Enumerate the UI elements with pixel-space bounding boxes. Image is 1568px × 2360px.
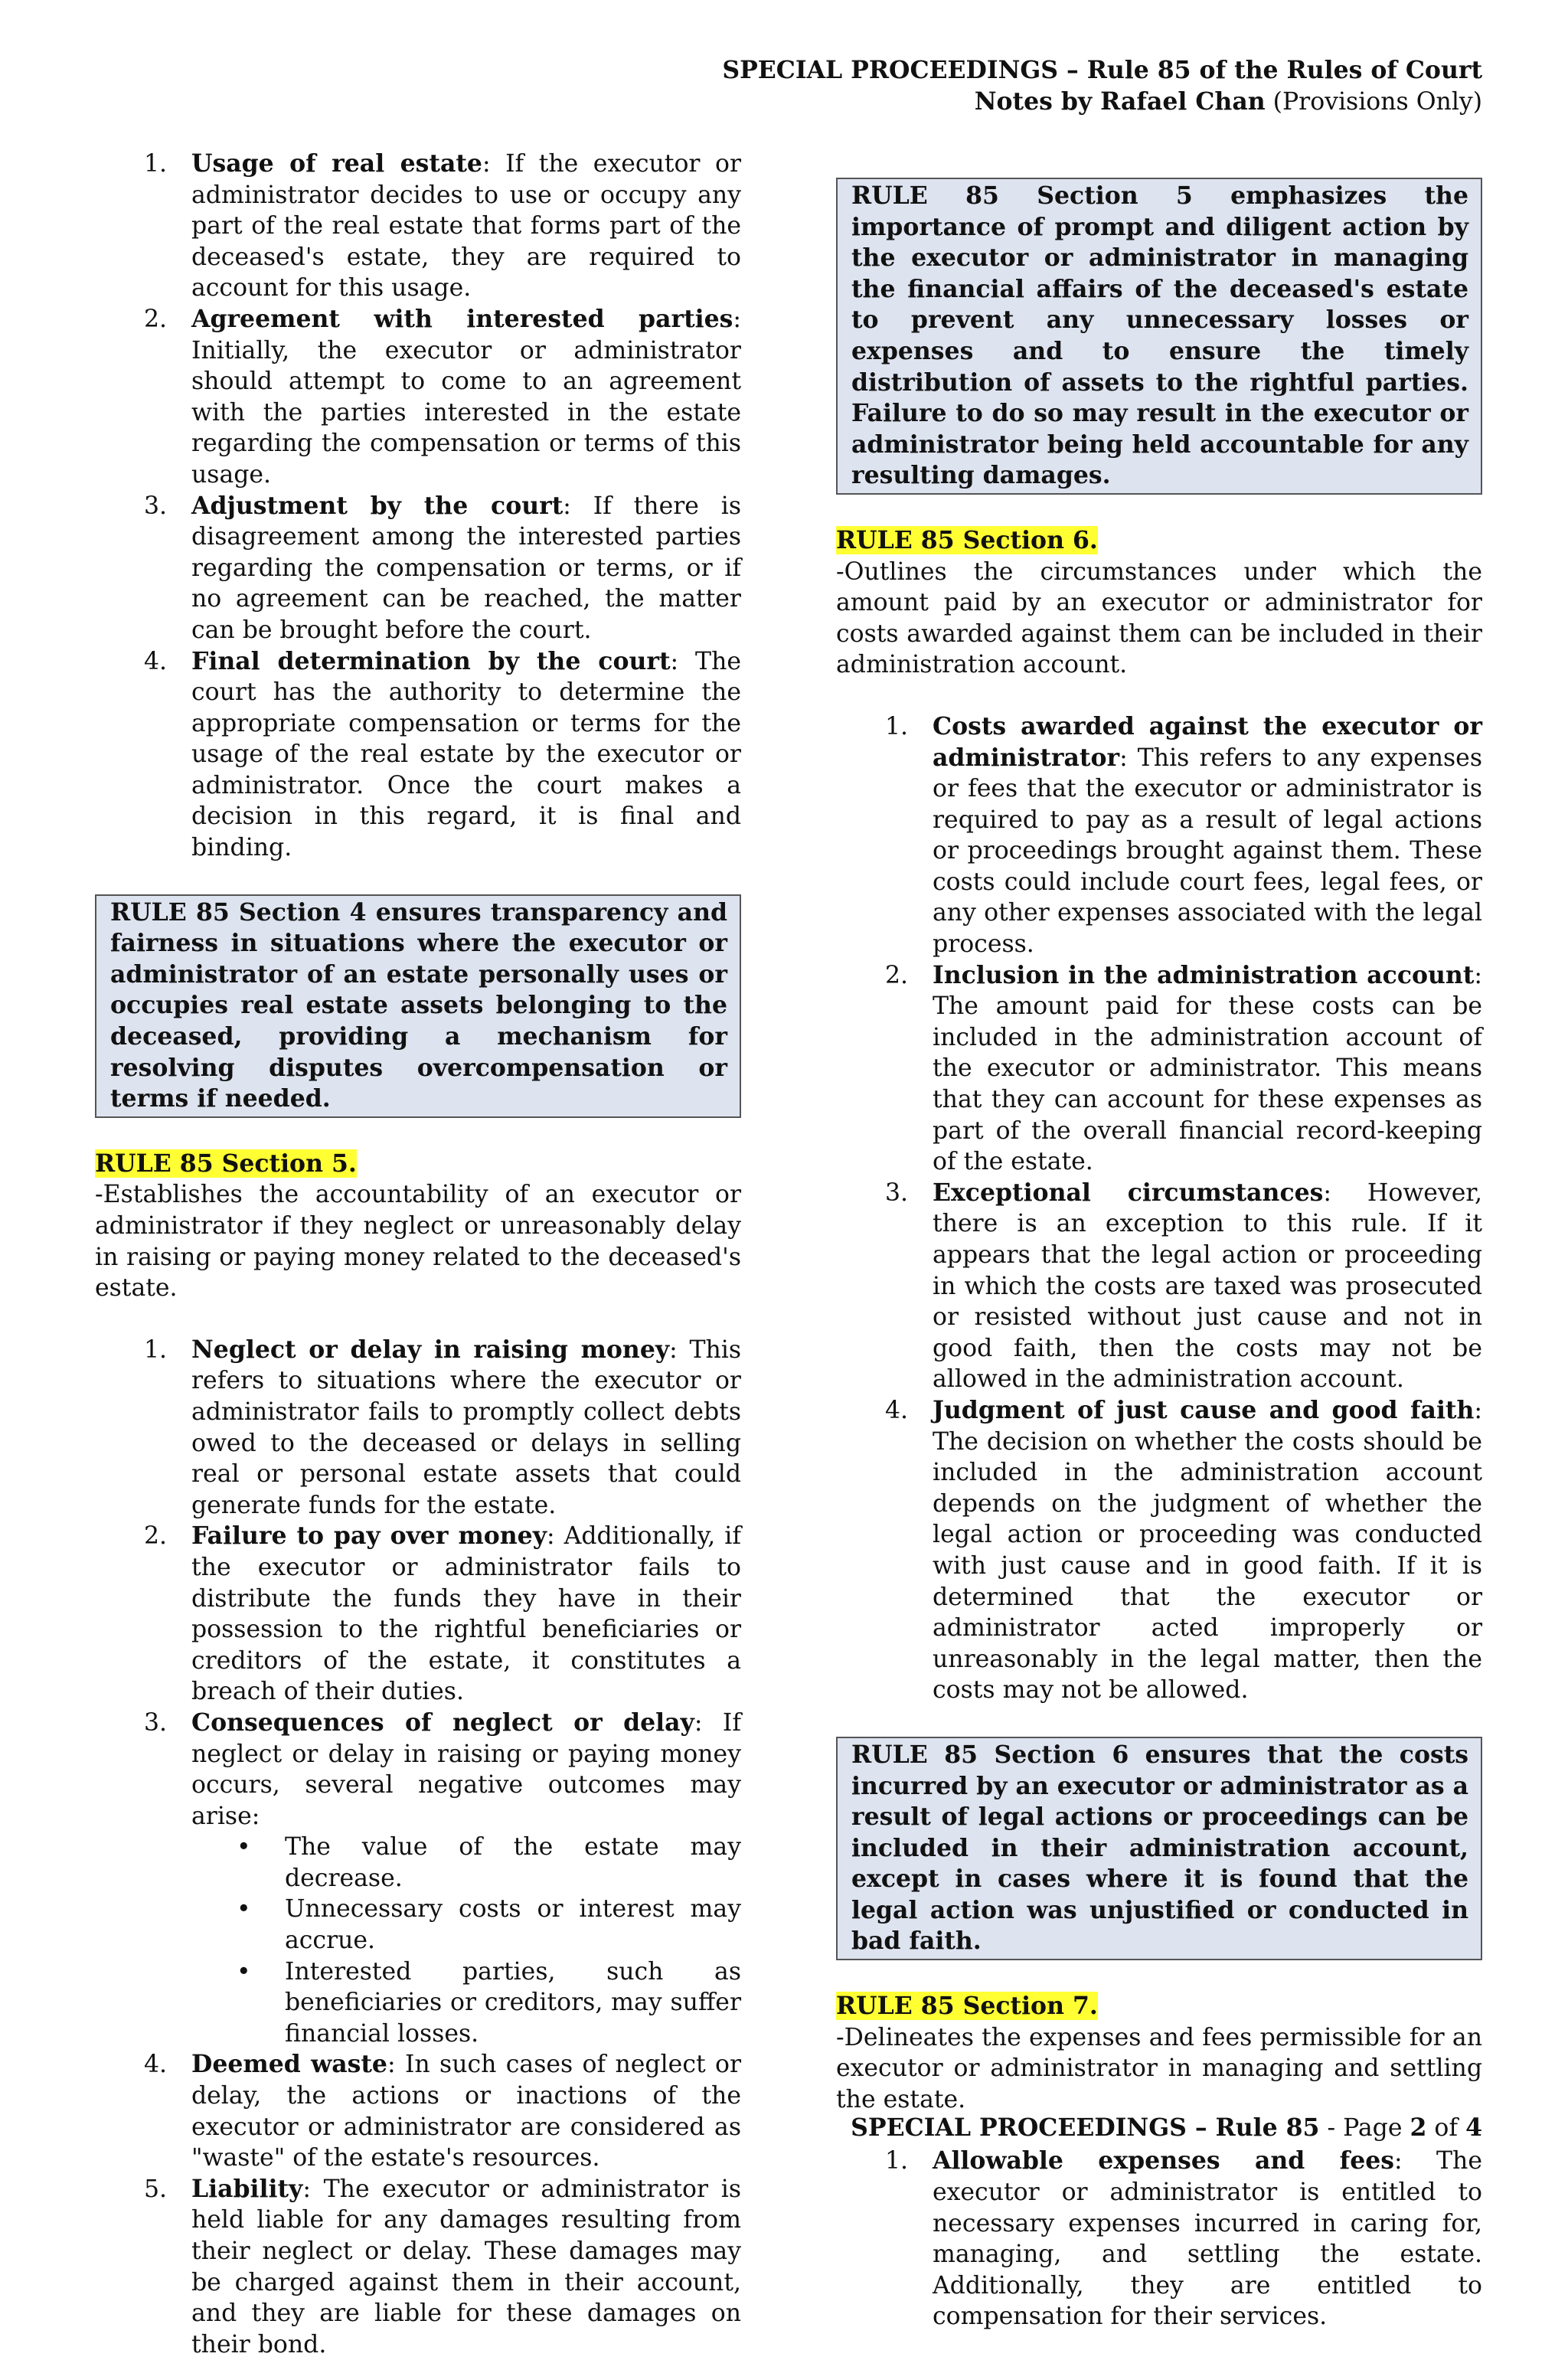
list-item — [95, 304, 741, 491]
list-number: 3. — [144, 492, 168, 520]
list-number: 4. — [144, 2051, 168, 2079]
item-text: : The executor or administrator is held liable for any damages resulting from their neglect or delay. These damages may be charged against them in their account, and they are liable for these damages on their bond. — [191, 2175, 741, 2358]
item-text: : If neglect or delay in raising or paying money occurs, several negative outcomes may arise: — [191, 1708, 741, 1830]
item-title: Adjustment by the court — [191, 491, 564, 520]
footer-title: SPECIAL PROCEEDINGS – Rule 85 — [851, 2113, 1320, 2142]
item-title: Neglect or delay in raising money — [191, 1335, 670, 1364]
section6-heading-line — [836, 525, 1482, 557]
list-number: 5. — [144, 2175, 168, 2203]
item-text: : This refers to any expenses or fees that the executor or administrator is required to pay as a result of legal actions or proceedings brought against them. These costs could include court fees, legal fees, or any other expenses associated with the legal process. — [933, 744, 1482, 959]
section4-list — [95, 149, 741, 864]
bullet-icon: • — [237, 1833, 251, 1862]
item-title: Agreement with interested parties — [191, 304, 733, 333]
page-footer — [851, 2113, 1482, 2144]
item-text: : In such cases of neglect or delay, the actions or inactions of the executor or administrator are considered as "waste" of the estate's resources. — [191, 2051, 741, 2172]
list-number: 1. — [144, 1335, 168, 1364]
list-item — [836, 1395, 1482, 1706]
section5-summary-box: RULE 85 Section 5 emphasizes the importance of prompt and diligent action by the executor or administrator in managing the financial affairs of the deceased's estate to prevent any unnecessary losses or expenses and to ensure the timely distribution of assets to the rightful parties. Failure to do so may result in the executor or administrator being held accountable for any resulting damages. — [836, 178, 1482, 495]
footer-of: of — [1426, 2114, 1466, 2142]
item-text: : This refers to situations where the executor or administrator fails to promptly collect debts owed to the deceased or delays in selling real or personal estate assets that could generate funds for the estate. — [191, 1335, 741, 1519]
bullet-item — [95, 1832, 741, 1894]
consequences-bullet-list — [95, 1832, 741, 2049]
item-text: : The amount paid for these costs can be included in the administration account of the executor or administrator. This means that they can account for these expenses as part of the overall financial record-keeping of the estate. — [933, 961, 1482, 1176]
header-title: SPECIAL PROCEEDINGS – Rule 85 of the Rules of Court — [722, 56, 1482, 84]
list-item — [836, 2146, 1482, 2332]
bullet-text: Interested parties, such as beneficiaries or creditors, may suffer financial losses. — [285, 1957, 741, 2048]
item-text: : The executor or administrator is entitled to necessary expenses incurred in caring for, managing, and settling the estate. Additionally, they are entitled to compensation for their services. — [933, 2147, 1482, 2331]
item-text: : If the executor or administrator decides to use or occupy any part of the real estate that forms part of the deceased's estate, they are required to account for this usage. — [191, 150, 742, 302]
section7-heading-line — [836, 1991, 1482, 2022]
list-item — [836, 711, 1482, 960]
list-number: 1. — [885, 712, 909, 740]
header-note: (Provisions Only) — [1265, 87, 1482, 116]
list-number: 2. — [144, 305, 168, 333]
section6-list — [836, 711, 1482, 1706]
item-title: Allowable expenses and fees — [933, 2146, 1395, 2175]
left-column — [95, 149, 741, 2360]
section5-list-continued — [95, 2049, 741, 2360]
bullet-text: The value of the estate may decrease. — [285, 1833, 741, 1892]
item-title: Costs awarded against the executor or administrator — [933, 711, 1482, 772]
section5-heading-line — [95, 1149, 741, 1180]
item-text: : The court has the authority to determine the appropriate compensation or terms for the usage of the real estate by the executor or administrator. Once the court makes a decision in this regard, it is final and binding. — [191, 647, 741, 862]
list-item — [95, 1708, 741, 1832]
footer-page-total: 4 — [1465, 2113, 1482, 2142]
item-title: Usage of real estate — [191, 149, 482, 178]
list-number: 1. — [144, 150, 168, 178]
list-number: 3. — [144, 1708, 168, 1737]
item-title: Failure to pay over money — [191, 1522, 547, 1551]
list-item — [95, 491, 741, 646]
section7-list — [836, 2146, 1482, 2332]
header-author: Notes by Rafael Chan — [974, 87, 1266, 116]
section6-intro: -Outlines the circumstances under which the amount paid by an executor or administrator for costs awarded against them can be included in their administration account. — [836, 557, 1482, 679]
bullet-icon: • — [237, 1895, 251, 1924]
item-text: : The decision on whether the costs should be included in the administration account depends on the judgment of whether the legal action or proceeding was conducted with just cause and in good faith. If it is determined that the executor or administrator acted improperly or unreasonably in the legal matter, then the costs may not be allowed. — [933, 1396, 1482, 1705]
section5-intro: -Establishes the accountability of an executor or administrator if they neglect or unreasonably delay in raising or paying money related to the deceased's estate. — [95, 1181, 741, 1303]
item-title: Inclusion in the administration account — [933, 960, 1475, 989]
section7-intro: -Delineates the expenses and fees permissible for an executor or administrator in managing and settling the estate. — [836, 2023, 1482, 2113]
list-item — [836, 960, 1482, 1178]
footer-page-label: - Page — [1319, 2114, 1410, 2142]
item-title: Exceptional circumstances — [933, 1178, 1324, 1207]
list-item — [836, 1178, 1482, 1395]
section6-heading: RULE 85 Section 6. — [836, 525, 1098, 554]
item-text: : Initially, the executor or administrator should attempt to come to an agreement with the parties interested in the estate regarding the compensation or terms of this usage. — [191, 305, 741, 489]
list-item — [95, 2049, 741, 2173]
item-title: Final determination by the court — [191, 646, 671, 675]
list-number: 4. — [144, 647, 168, 675]
header-subtitle — [722, 87, 1482, 118]
bullet-item — [95, 1894, 741, 1956]
section5-heading: RULE 85 Section 5. — [95, 1149, 357, 1178]
page-header — [722, 55, 1482, 117]
item-title: Liability — [191, 2174, 303, 2203]
item-title: Consequences of neglect or delay — [191, 1708, 694, 1737]
list-number: 1. — [885, 2147, 909, 2175]
list-number: 3. — [885, 1178, 909, 1207]
right-column — [836, 178, 1482, 2332]
bullet-text: Unnecessary costs or interest may accrue. — [285, 1895, 741, 1955]
section7-heading: RULE 85 Section 7. — [836, 1992, 1098, 2021]
list-number: 2. — [144, 1522, 168, 1551]
list-item — [95, 1521, 741, 1708]
list-item — [95, 1335, 741, 1522]
list-item — [95, 646, 741, 864]
list-number: 4. — [885, 1396, 909, 1424]
item-text: : If there is disagreement among the interested parties regarding the compensation or terms, or if no agreement can be reached, the matter can be brought before the court. — [191, 492, 741, 644]
bullet-item — [95, 1956, 741, 2050]
section4-summary-box: RULE 85 Section 4 ensures transparency and fairness in situations where the executor or administrator of an estate personally uses or occupies real estate assets belonging to the deceased, providing a mechanism for resolving disputes overcompensation or terms if needed. — [95, 894, 741, 1118]
list-number: 2. — [885, 961, 909, 989]
item-text: : Additionally, if the executor or administrator fails to distribute the funds they have in their possession to the rightful beneficiaries or creditors of the estate, it constitutes a breach of their duties. — [191, 1522, 741, 1706]
section6-summary-box: RULE 85 Section 6 ensures that the costs incurred by an executor or administrator as a result of legal actions or proceedings can be included in their administration account, except in cases where it is found that the legal action was unjustified or conducted in bad faith. — [836, 1737, 1482, 1960]
item-text: : However, there is an exception to this rule. If it appears that the legal action or proceeding in which the costs are taxed was prosecuted or resisted without just cause and not in good faith, then the costs may not be allowed in the administration account. — [933, 1178, 1483, 1394]
list-item — [95, 149, 741, 304]
list-item — [95, 2174, 741, 2360]
footer-page-number: 2 — [1410, 2113, 1427, 2142]
item-title: Deemed waste — [191, 2050, 387, 2079]
item-title: Judgment of just cause and good faith — [933, 1395, 1475, 1424]
bullet-icon: • — [237, 1957, 251, 1986]
section5-list — [95, 1335, 741, 1832]
